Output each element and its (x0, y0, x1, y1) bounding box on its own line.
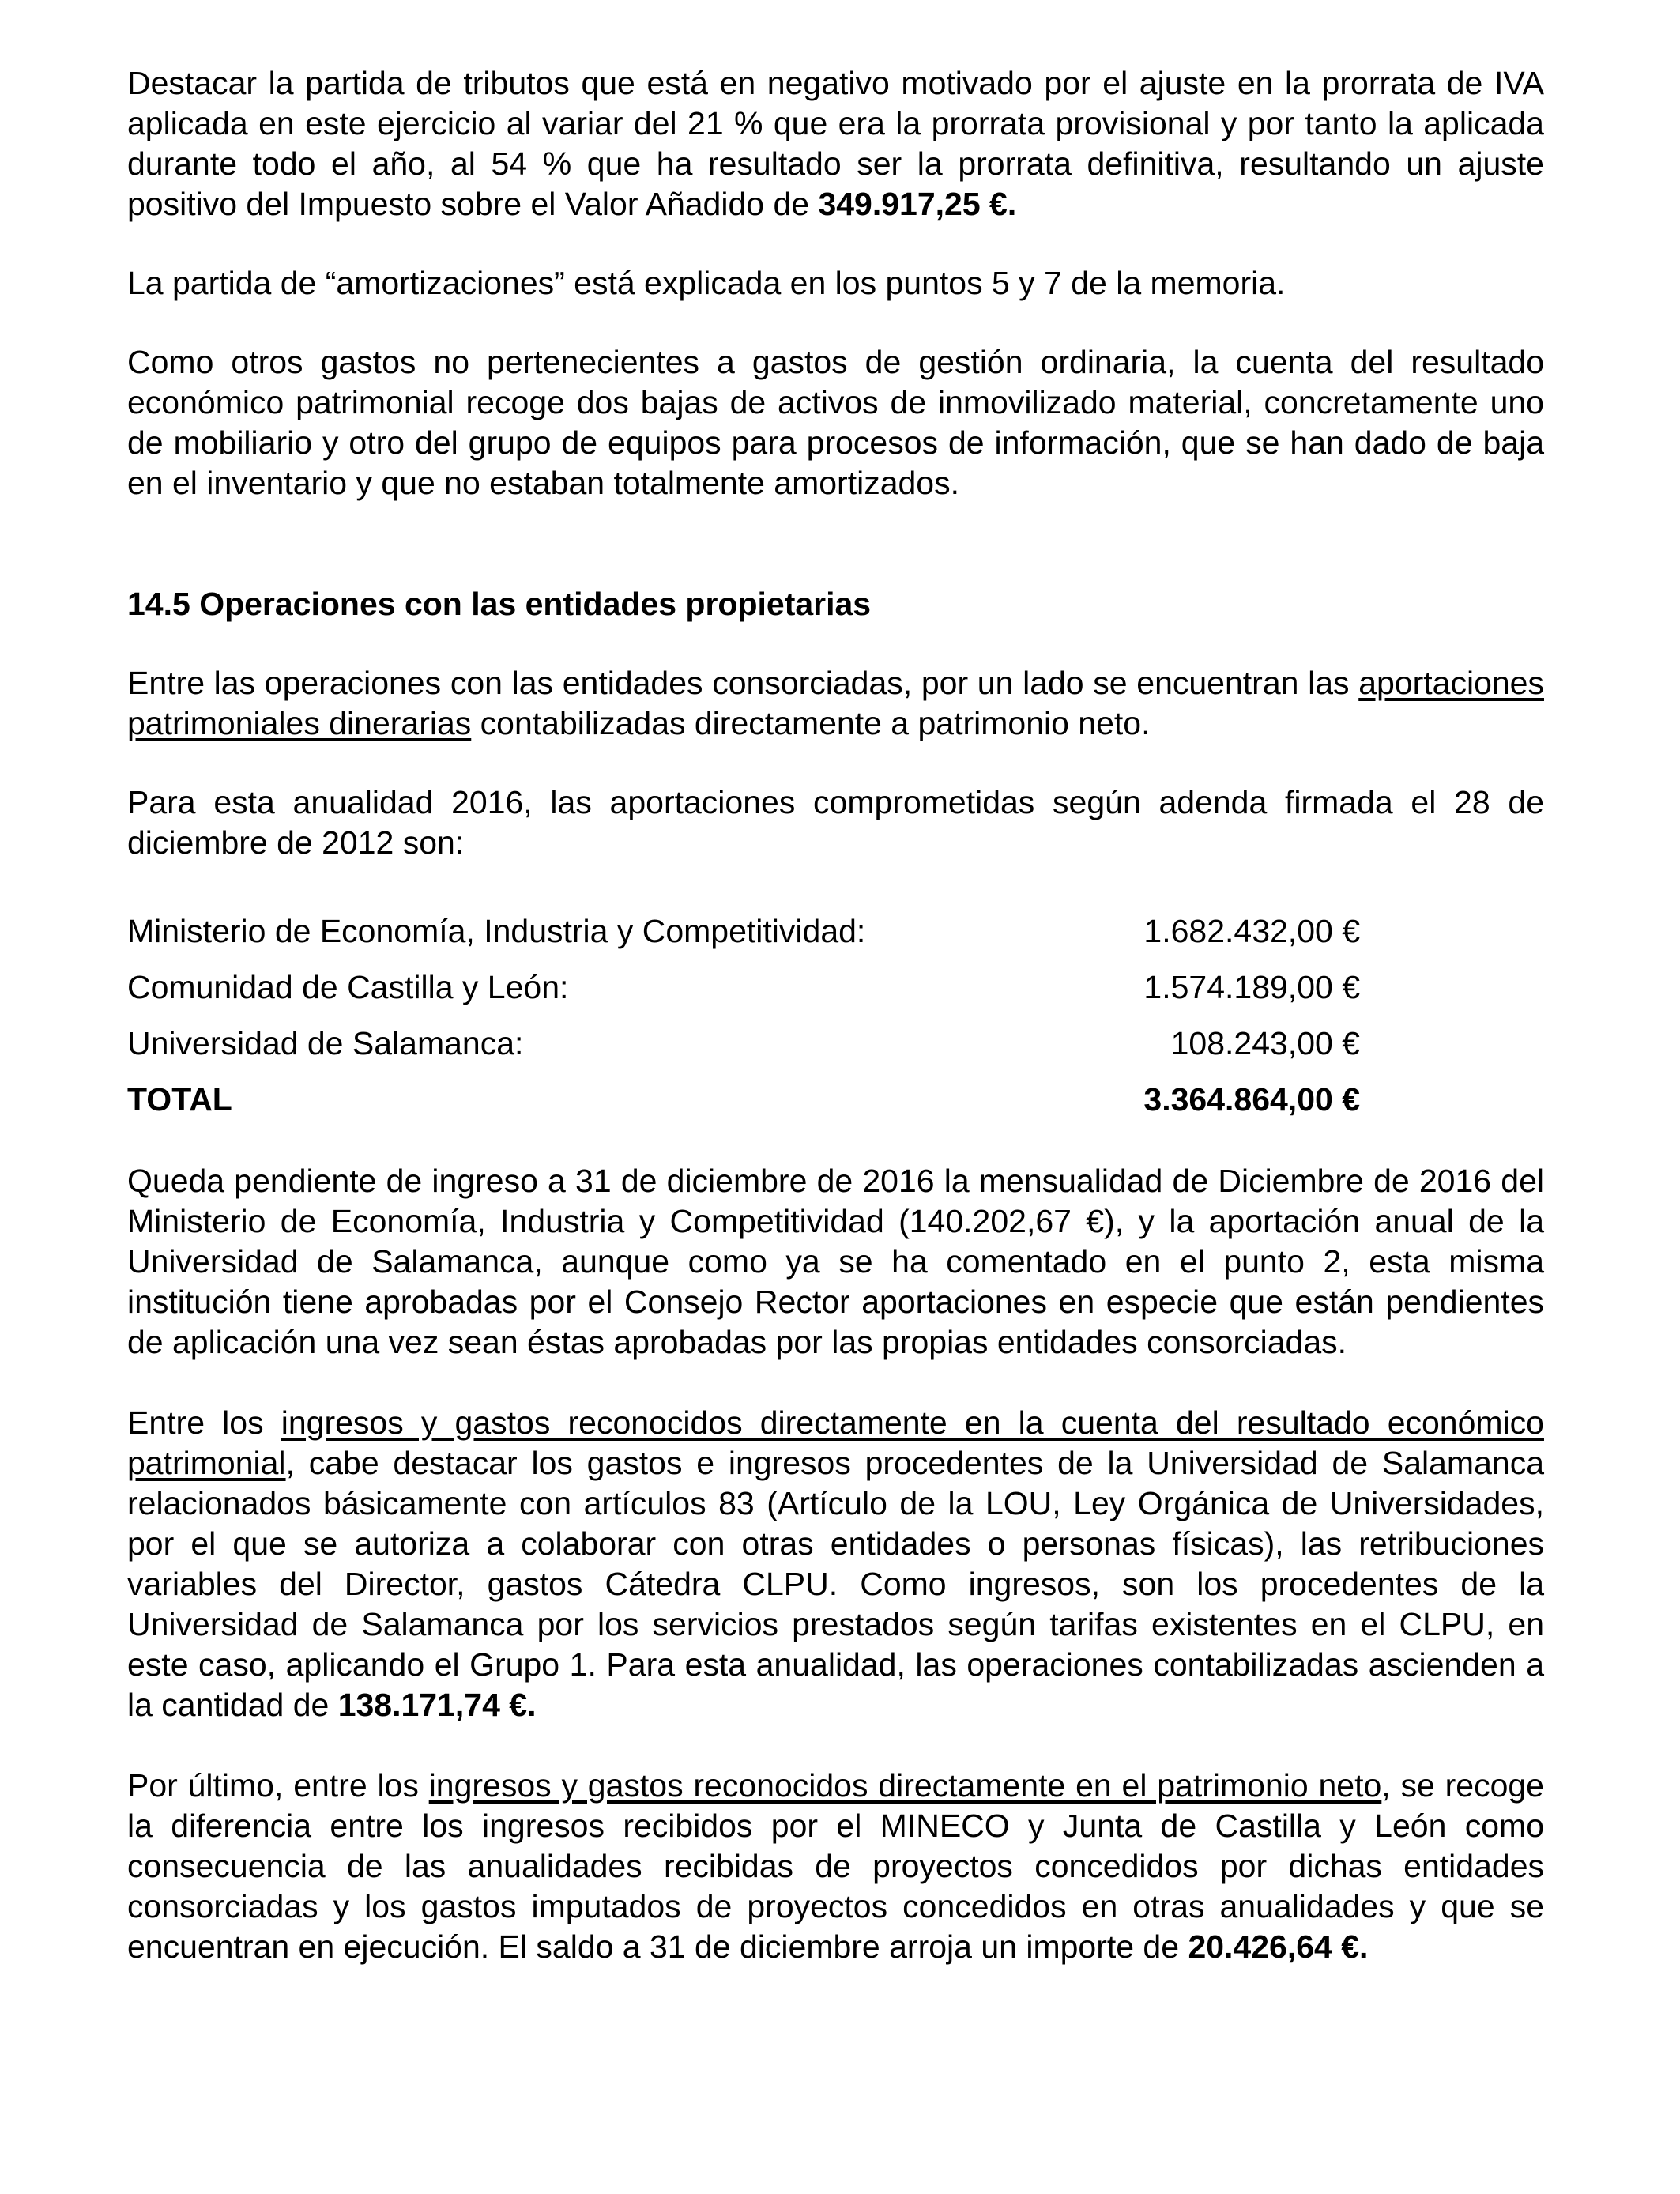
table-row (127, 1016, 1360, 1072)
paragraph-text: Destacar la partida de tributos que está en negativo motivado por el ajuste en la prorrata de IVA aplicada en este ejercicio al variar del 21 % que era la prorrata provisional y por tanto la aplicada durante todo el año, al 54 % que ha resultado ser la prorrata definitiva, resultando un ajuste positivo del Impuesto sobre el Valor Añadido de (127, 65, 1544, 222)
total-amount: 3.364.864,00 € (1143, 1081, 1360, 1118)
section-heading: 14.5 Operaciones con las entidades propietarias (127, 586, 872, 622)
paragraph-text: Entre los (127, 1404, 281, 1441)
entity-amount: 1.574.189,00 € (1143, 969, 1360, 1005)
entity-amount: 108.243,00 € (1170, 1025, 1360, 1061)
contributions-table (127, 903, 1360, 1128)
underlined-term: ingresos y gastos reconocidos directamente en la cuenta del resultado económico patrimonial (127, 1404, 1544, 1481)
table-row (127, 959, 1360, 1016)
balance-amount: 20.426,64 €. (1188, 1928, 1369, 1965)
paragraph-ingresos-gastos-resultado (127, 1403, 1544, 1725)
paragraph-text: , cabe destacar los gastos e ingresos procedentes de la Universidad de Salamanca relacionados básicamente con artículos 83 (Artículo de la LOU, Ley Orgánica de Universidades, por el que se autoriza a colaborar con otras entidades o personas físicas), las retribuciones variables del Director, gastos Cátedra CLPU. Como ingresos, son los procedentes de la Universidad de Salamanca por los servicios prestados según tarifas existentes en el CLPU, en este caso, aplicando el Grupo 1. Para esta anualidad, las operaciones contabilizadas ascienden a la cantidad de (127, 1445, 1544, 1723)
paragraph-anualidad: Para esta anualidad 2016, las aportaciones comprometidas según adenda firmada el 28 de diciembre de 2012 son: (127, 784, 1544, 861)
paragraph-amortizaciones: La partida de “amortizaciones” está explicada en los puntos 5 y 7 de la memoria. (127, 265, 1286, 301)
paragraph-ingresos-gastos-patrimonio (127, 1766, 1544, 1967)
paragraph-tributos (127, 63, 1544, 224)
paragraph-operaciones (127, 663, 1544, 744)
operations-amount: 138.171,74 €. (337, 1687, 537, 1723)
iva-adjustment-amount: 349.917,25 €. (818, 186, 1017, 222)
entity-name: Ministerio de Economía, Industria y Competitividad: (127, 913, 866, 949)
underlined-term: aportaciones patrimoniales dinerarias (127, 665, 1544, 741)
underlined-term: ingresos y gastos reconocidos directamente en el patrimonio neto (428, 1767, 1382, 1804)
table-row (127, 903, 1360, 959)
paragraph-otros-gastos: Como otros gastos no pertenecientes a gastos de gestión ordinaria, la cuenta del resultado económico patrimonial recoge dos bajas de activos de inmovilizado material, concretamente uno de mobiliario y otro del grupo de equipos para procesos de información, que se han dado de baja en el inventario y que no estaban totalmente amortizados. (127, 344, 1544, 501)
entity-name: Comunidad de Castilla y León: (127, 969, 569, 1005)
paragraph-text: Por último, entre los (127, 1767, 429, 1804)
paragraph-text: Entre las operaciones con las entidades consorciadas, por un lado se encuentran las (127, 665, 1359, 701)
entity-amount: 1.682.432,00 € (1143, 913, 1360, 949)
paragraph-text: contabilizadas directamente a patrimonio neto. (471, 705, 1151, 741)
paragraph-text: , se recoge la diferencia entre los ingresos recibidos por el MINECO y Junta de Castilla y León como consecuencia de las anualidades recibidas de proyectos concedidos por dichas entidades consorciadas y los gastos imputados de proyectos concedidos en otras anualidades y que se encuentran en ejecución. El saldo a 31 de diciembre arroja un importe de (127, 1767, 1544, 1965)
entity-name: Universidad de Salamanca: (127, 1025, 524, 1061)
paragraph-pendiente: Queda pendiente de ingreso a 31 de diciembre de 2016 la mensualidad de Diciembre de 2016 del Ministerio de Economía, Industria y Competitividad (140.202,67 €), y la aportación anual de la Universidad de Salamanca, aunque como ya se ha comentado en el punto 2, esta misma institución tiene aprobadas por el Consejo Rector aportaciones en especie que están pendientes de aplicación una vez sean éstas aprobadas por las propias entidades consorciadas. (127, 1163, 1544, 1360)
total-row (127, 1072, 1360, 1128)
document-page (127, 63, 1544, 1967)
total-label: TOTAL (127, 1081, 232, 1118)
